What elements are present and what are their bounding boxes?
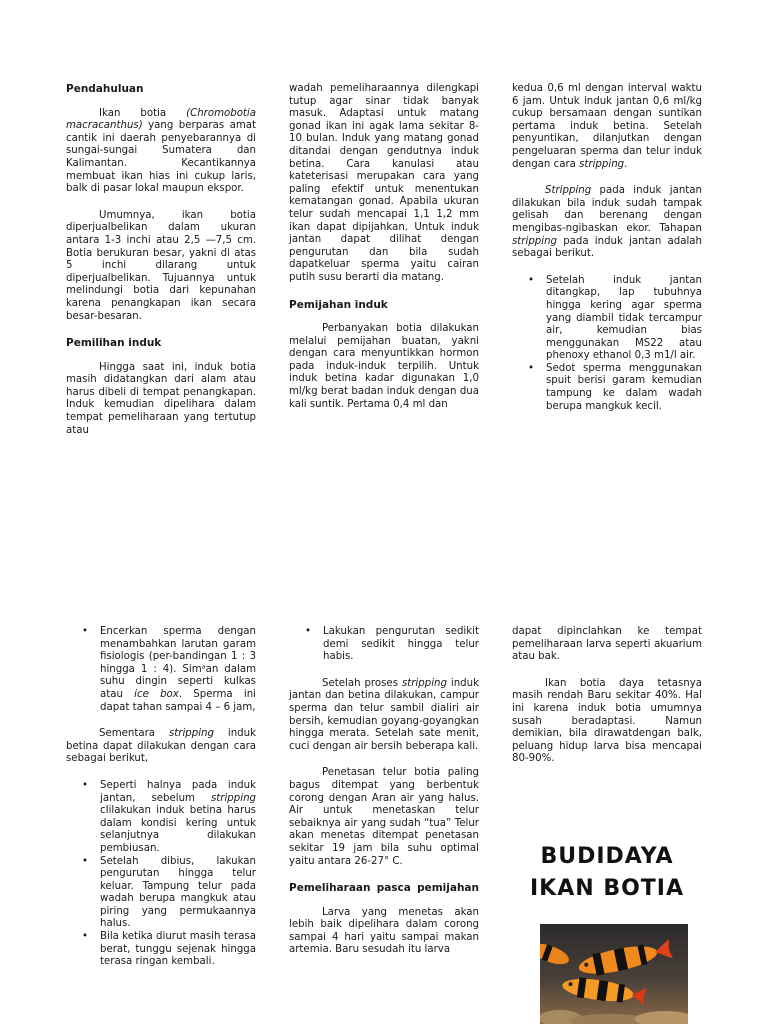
column-2-top: [289, 83, 479, 425]
clown-loach-fish-photo: [540, 924, 688, 1024]
cover-title-line-2: IKAN BOTIA: [529, 876, 685, 901]
paragraph-suntikan: kedua 0,6 ml dengan interval waktu 6 jam. Untuk induk jantan 0,6 ml/kg cukup bersamaan dengan suntikan pertama induk betina. Setelah penyuntikan, dilanjutkan dengan pengeluaran sperma dan telur induk dengan cara stripping.: [512, 83, 702, 170]
paragraph-stripping-betina: Sementara stripping induk betina dapat dilakukan dengan cara sebagai berikut,: [66, 728, 256, 765]
list-item: • Bila ketika diurut masih terasa berat, tunggu sejenak hingga terasa ringan kembali.: [100, 931, 256, 969]
heading-pemeliharaan-pasca-pemijahan: Pemeliharaan pasca pemijahan: [289, 882, 479, 895]
paragraph-daya-tetas: Ikan botia daya tetasnya masih rendah Baru sekitar 40%. Hal ini karena induk botia umumnya susah beradaptasi. Namun demikian, bila dirawatdengan balk, peluang hidup larva bisa mencapai 80-90%.: [512, 677, 702, 765]
column-3-bottom: [512, 626, 702, 780]
paragraph-campur: Setelah proses stripping induk jantan dan betina dilakukan, campur sperma dan telur sambil dialiri air bersih, kemudian goyang-goyangkan hingga merata. Setelah sate menit, cuci dengan air bersih beberapa kali.: [289, 677, 479, 752]
heading-pendahuluan: Pendahuluan: [66, 83, 144, 95]
list-pengurutan: [289, 626, 479, 664]
list-tahapan-jantan: [512, 275, 702, 414]
column-1-bottom: [66, 626, 256, 983]
list-item: • Setelah dibius, lakukan pengurutan hingga telur keluar. Tampung telur pada wadah berupa mangkuk atau piring yang permukaannya halus.: [100, 856, 256, 932]
list-item: • Encerkan sperma dengan menambahkan larutan garam fisiologis (per-bandingan 1 : 3 hingga 1 : 4). Simᵃan dalam suhu dingin seperti kulkas atau ice box. Sperma ini dapat tahan sampai 4 – 6 jam,: [100, 626, 256, 714]
list-tahapan-betina: [66, 780, 256, 969]
heading-pemijahan-induk: Pemijahan induk: [289, 298, 388, 311]
cover-title: [512, 841, 702, 905]
paragraph-dipindahkan: dapat dipinclahkan ke tempat pemeliharaan larva seperti akuarium atau bak.: [512, 626, 702, 663]
paragraph-wadah: wadah pemeliharaannya dilengkapi tutup agar sinar tidak banyak masuk. Adaptasi untuk matang gonad ikan ini agak lama sekitar 8-10 bulan. Induk yang matang gonad ditandai dengan gendutnya induk betina. Cara kanulasi atau kateterisasi merupakan cara yang paling efektif untuk menentukan kematangan gonad. Apabila ukuran telur sudah mencapai 1,1 1,2 mm ikan dapat dipijahkan. Untuk induk jantan dapat dilihat dengan pengurutan dan bila sudah dapatkeluar sperma yaitu cairan putih susu berarti dia matang.: [289, 83, 479, 283]
paragraph-stripping-jantan: Stripping pada induk jantan dilakukan bila induk sudah tampak gelisah dan berenang dengan mengibas-ngibaskan ekor. Tahapan stripping pada induk jantan adalah sebagai berikut.: [512, 185, 702, 260]
column-1-top: [66, 83, 256, 451]
paragraph-larva: Larva yang menetas akan lebih baik dipelihara dalam corong sampai 4 hari yaitu sampai makan artemia. Baru sesudah itu larva: [289, 906, 479, 956]
column-2-bottom: [289, 626, 479, 971]
cover-title-line-1: BUDIDAYA: [540, 844, 674, 869]
list-item: • Setelah induk jantan ditangkap, lap tubuhnya hingga kering agar sperma yang diambil tidak tercampur air, kemudian bias menggunakan MS22 atau phenoxy ethanol 0,3 m1/l air.: [546, 275, 702, 363]
paragraph-pemilihan: Hingga saat ini, induk botia masih didatangkan dari alam atau harus dibeli di tempat penangkapan. Induk kemudian dipelihara dalam tempat pemeliharaan yang tertutup atau: [66, 361, 256, 436]
paragraph-penetasan: Penetasan telur botia paling bagus ditempat yang berbentuk corong dengan Aran air yang halus. Air untuk menetaskan telur sebaiknya air yang sudah “tua” Telur akan menetas ditempat penetasan sekitar 19 jam bila suhu optimal yaitu antara 26-27° C.: [289, 767, 479, 867]
list-item: • Seperti halnya pada induk jantan, sebelum stripping cIilakukan induk betina harus dalam kondisi kering untuk selanjutnya dilakukan pembiusan.: [100, 780, 256, 856]
paragraph-perbanyakan: Perbanyakan botia dilakukan melalui pemijahan buatan, yakni dengan cara menyuntikkan hormon pada induk-induk terpilih. Untuk induk betina kadar digunakan 1,0 ml/kg berat badan induk dengan dua kali suntik. Pertama 0,4 ml dan: [289, 323, 479, 410]
list-item: • Sedot sperma menggunakan spuit berisi garam kemudian tampung ke dalam wadah berupa mangkuk kecil.: [546, 363, 702, 413]
list-encerkan: [66, 626, 256, 714]
paragraph-ukuran: Umumnya, ikan botia diperjualbelikan dalam ukuran antara 1-3 inchi atau 2,5 —7,5 cm. Botia berukuran besar, yakni di atas 5 inchi dilarang untuk diperjualbelikan. Tujuannya untuk melindungi botia dari kepunahan karena penangkapan ikan secara besar-besaran.: [66, 209, 256, 322]
paragraph-intro: Ikan botia (Chromobotia macracanthus) yang berparas amat cantik ini daerah penyebarannya di sungai-sungai Sumatera dan Kalimantan. Kecantikannya membuat ikan hias ini cukup laris, balk di pasar lokal maupun ekspor.: [66, 107, 256, 195]
column-3-top: [512, 83, 702, 427]
heading-pemilihan-induk: Pemilihan induk: [66, 337, 162, 350]
list-item: • Lakukan pengurutan sedikit demi sedikit hingga telur habis.: [323, 626, 479, 664]
